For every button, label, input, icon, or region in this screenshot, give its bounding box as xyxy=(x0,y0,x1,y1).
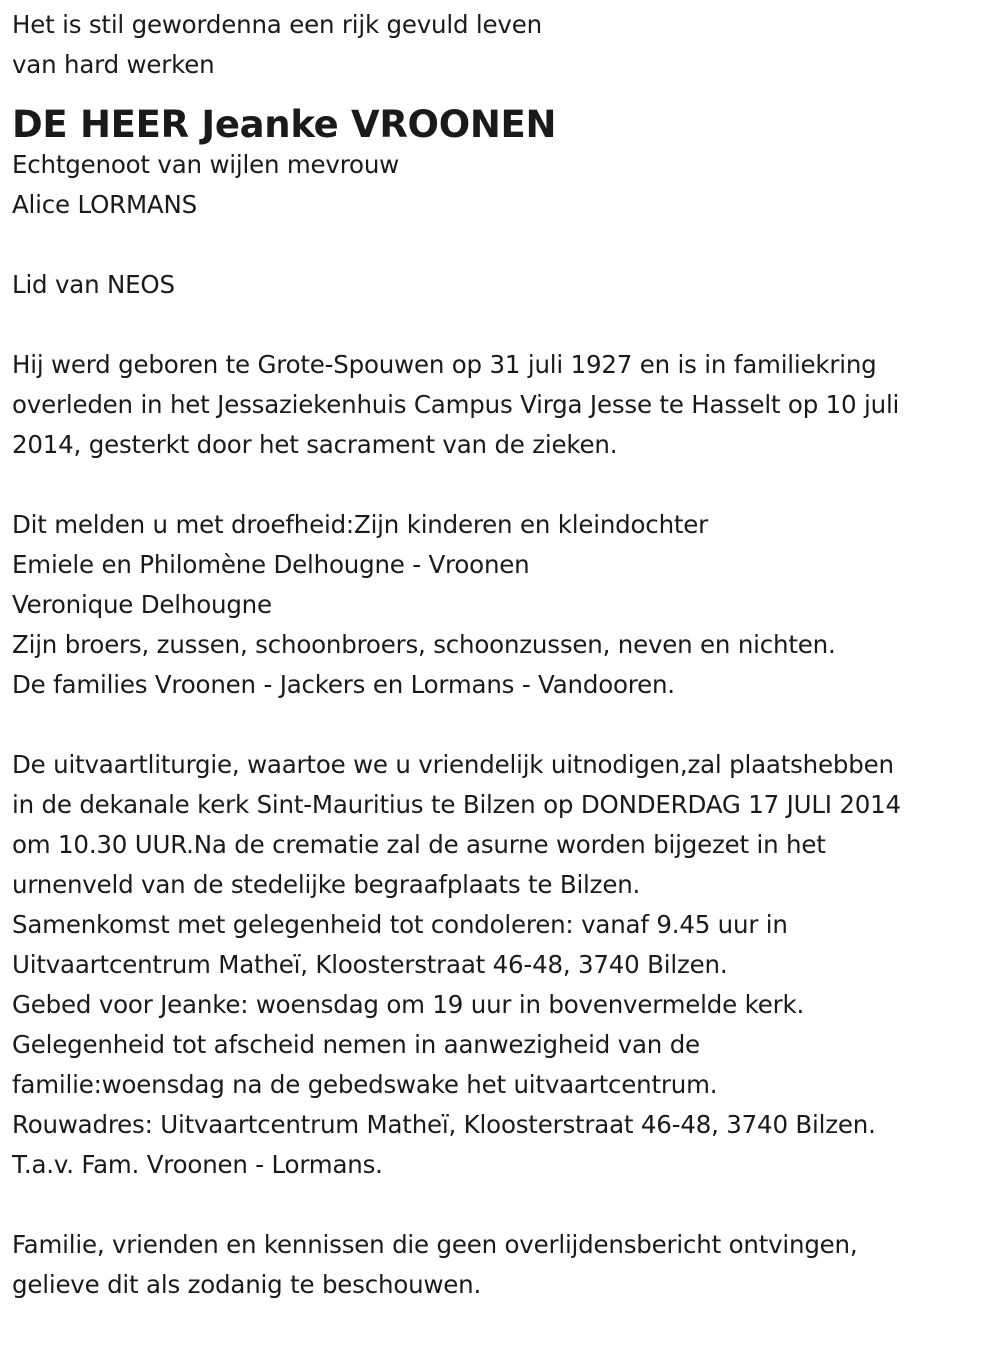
closing-paragraph xyxy=(12,1225,992,1305)
paragraph-line: in de dekanale kerk Sint-Mauritius te Bilzen op DONDERDAG 17 JULI 2014 xyxy=(12,790,901,819)
spouse-line: Echtgenoot van wijlen mevrouw xyxy=(12,150,400,179)
paragraph-line: Uitvaartcentrum Matheï, Kloosterstraat 46-48, 3740 Bilzen. xyxy=(12,950,728,979)
paragraph-line: Gelegenheid tot afscheid nemen in aanwezigheid van de xyxy=(12,1030,700,1059)
paragraph-line: Samenkomst met gelegenheid tot condoleren: vanaf 9.45 uur in xyxy=(12,910,788,939)
obituary-notice xyxy=(12,5,992,1305)
paragraph-line: Veronique Delhougne xyxy=(12,590,272,619)
spacer xyxy=(12,465,992,505)
spouse-section xyxy=(12,145,992,225)
spacer xyxy=(12,705,992,745)
paragraph-line: overleden in het Jessaziekenhuis Campus Virga Jesse te Hasselt op 10 juli xyxy=(12,390,900,419)
birth-death-paragraph xyxy=(12,345,992,465)
spacer xyxy=(12,305,992,345)
paragraph-line: Familie, vrienden en kennissen die geen overlijdensbericht ontvingen, xyxy=(12,1230,858,1259)
spouse-line: Alice LORMANS xyxy=(12,190,197,219)
paragraph-line: De families Vroonen - Jackers en Lormans - Vandooren. xyxy=(12,670,675,699)
membership-line: Lid van NEOS xyxy=(12,270,175,299)
spacer xyxy=(12,225,992,265)
spacer xyxy=(12,1185,992,1225)
paragraph-line: De uitvaartliturgie, waartoe we u vriendelijk uitnodigen,zal plaatshebben xyxy=(12,750,894,779)
intro-line: van hard werken xyxy=(12,50,215,79)
paragraph-line: Gebed voor Jeanke: woensdag om 19 uur in bovenvermelde kerk. xyxy=(12,990,805,1019)
deceased-name: DE HEER Jeanke VROONEN xyxy=(12,103,557,146)
intro-section xyxy=(12,5,992,85)
paragraph-line: Emiele en Philomène Delhougne - Vroonen xyxy=(12,550,530,579)
paragraph-line: Rouwadres: Uitvaartcentrum Matheï, Kloosterstraat 46-48, 3740 Bilzen. xyxy=(12,1110,876,1139)
paragraph-line: familie:woensdag na de gebedswake het uitvaartcentrum. xyxy=(12,1070,718,1099)
paragraph-line: om 10.30 UUR.Na de crematie zal de asurne worden bijgezet in het xyxy=(12,830,826,859)
paragraph-line: Zijn broers, zussen, schoonbroers, schoonzussen, neven en nichten. xyxy=(12,630,836,659)
funeral-paragraph xyxy=(12,745,992,1185)
paragraph-line: urnenveld van de stedelijke begraafplaats te Bilzen. xyxy=(12,870,641,899)
paragraph-line: Dit melden u met droefheid:Zijn kinderen en kleindochter xyxy=(12,510,709,539)
paragraph-line: T.a.v. Fam. Vroonen - Lormans. xyxy=(12,1150,383,1179)
paragraph-line: gelieve dit als zodanig te beschouwen. xyxy=(12,1270,482,1299)
paragraph-line: 2014, gesterkt door het sacrament van de zieken. xyxy=(12,430,618,459)
family-paragraph xyxy=(12,505,992,705)
intro-line: Het is stil gewordenna een rijk gevuld leven xyxy=(12,10,542,39)
paragraph-line: Hij werd geboren te Grote-Spouwen op 31 juli 1927 en is in familiekring xyxy=(12,350,877,379)
